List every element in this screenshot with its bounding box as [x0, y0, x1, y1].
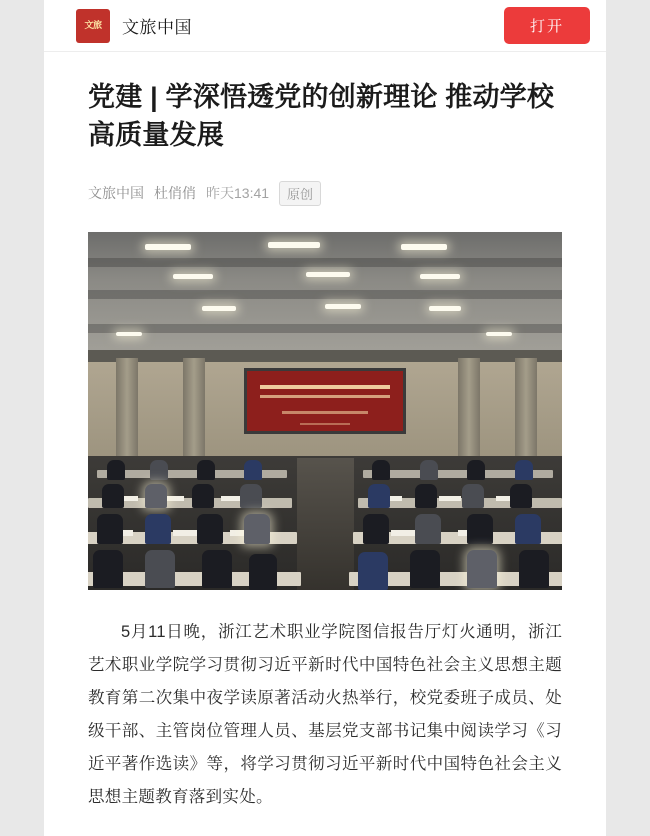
hero-image[interactable]	[88, 232, 562, 590]
projection-screen	[244, 368, 405, 434]
aisle	[297, 458, 354, 590]
account-logo-icon	[76, 9, 110, 43]
account-bar	[44, 0, 606, 52]
article-meta	[88, 181, 562, 206]
hero-image-wrap	[88, 232, 562, 590]
page-title: 党建 | 学深悟透党的创新理论 推动学校高质量发展	[88, 82, 555, 151]
meta-author: 杜俏俏	[154, 185, 196, 202]
open-button[interactable]: 打开	[504, 7, 590, 44]
meta-source[interactable]: 文旅中国	[88, 185, 144, 202]
article-card	[44, 0, 606, 836]
account-logo-text: 文旅	[84, 19, 102, 30]
account-name: 文旅中国	[122, 18, 192, 37]
article-body	[44, 590, 606, 836]
article-header	[44, 52, 606, 590]
status-badge: 原创	[279, 181, 321, 206]
meta-time: 昨天13:41	[206, 185, 270, 202]
article-paragraph: 5月11日晚，浙江艺术职业学院图信报告厅灯火通明，浙江艺术职业学院学习贯彻习近平新时代中国特色社会主义思想主题教育第二次集中夜学读原著活动火热举行，校党委班子成员、处级干部、主管岗位管理人员、基层党支部书记集中阅读学习《习近平著作选读》等，将学习贯彻习近平新时代中国特色社会主义思想主题教育落到实处。	[88, 622, 562, 806]
